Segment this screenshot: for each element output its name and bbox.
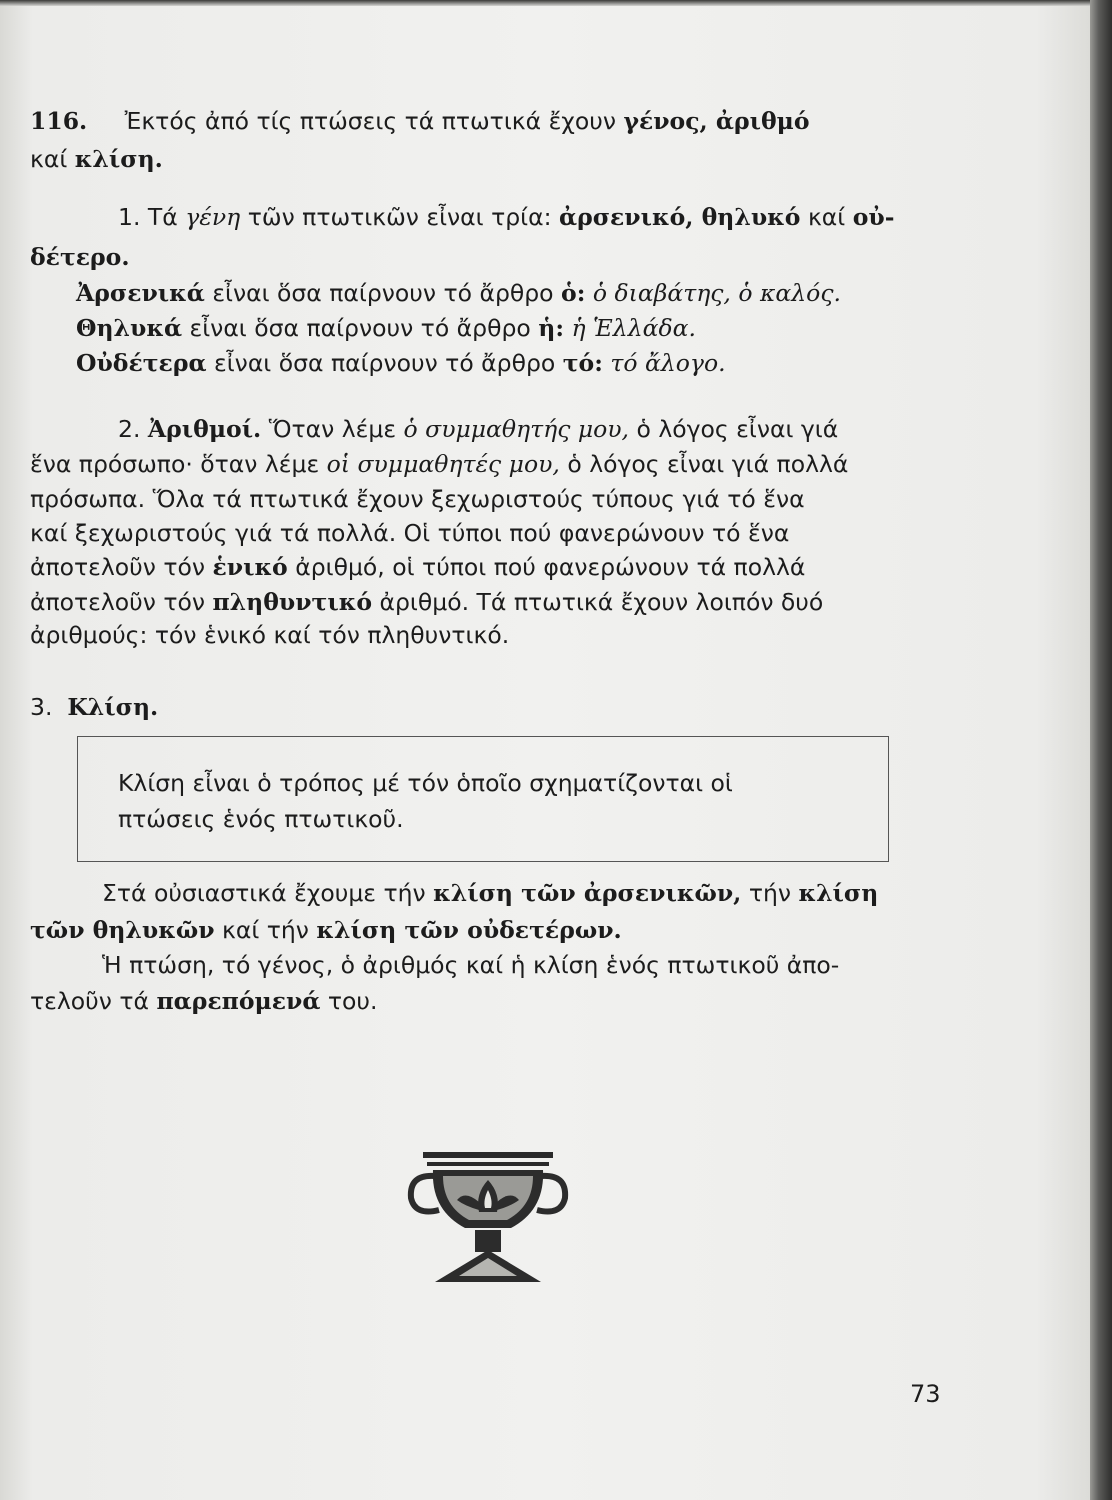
page-number: 73 — [910, 1380, 941, 1408]
definition-line-2: πτώσεις ἑνός πτωτικοῦ. — [118, 805, 404, 833]
attributes-line-1: Ἡ πτώση, τό γένος, ὁ ἀριθμός καί ἡ κλίση ἑνός πτωτικοῦ ἀπο- — [102, 951, 840, 979]
numbers-line-4: καί ξεχωριστούς γιά τά πολλά. Οἱ τύποι πού φανερώνουν τό ἕνα — [30, 519, 790, 547]
numbers-line-1: 2. Ἀριθμοί. Ὅταν λέμε ὁ συμμαθητής μου, ὁ λόγος εἶναι γιά — [118, 415, 839, 443]
paragraph-116-line-2: καί κλίση. — [30, 145, 163, 173]
numbers-line-6: ἀποτελοῦν τόν πληθυντικό ἀριθμό. Τά πτωτικά ἔχουν λοιπόν δυό — [30, 588, 824, 616]
genders-line-1: 1. Τά γένη τῶν πτωτικῶν εἶναι τρία: ἀρσενικό, θηλυκό καί οὐ- — [118, 203, 895, 231]
numbers-line-7: ἀριθμούς: τόν ἑνικό καί τόν πληθυντικό. — [30, 621, 510, 649]
book-spine-shadow — [1090, 0, 1112, 1500]
decorative-vase-icon — [405, 1150, 595, 1290]
section-number: 116. — [30, 107, 88, 135]
paragraph-116-line-1: 116. Ἐκτός ἀπό τίς πτώσεις τά πτωτικά ἔχουν γένος, ἀριθμό — [30, 107, 810, 135]
page-top-edge — [0, 0, 1090, 6]
masculine-line: Ἀρσενικά εἶναι ὅσα παίρνουν τό ἄρθρο ὁ: ὁ διαβάτης, ὁ καλός. — [76, 279, 841, 307]
definition-line-1: Κλίση εἶναι ὁ τρόπος μέ τόν ὁποῖο σχηματίζονται οἱ — [118, 769, 733, 797]
nouns-line-2: τῶν θηλυκῶν καί τήν κλίση τῶν οὐδετέρων. — [30, 916, 622, 944]
numbers-line-2: ἕνα πρόσωπο· ὅταν λέμε οἱ συμμαθητές μου, ὁ λόγος εἶναι γιά πολλά — [30, 450, 849, 478]
klisi-heading: 3. Κλίση. — [30, 693, 159, 721]
nouns-line-1: Στά οὐσιαστικά ἔχουμε τήν κλίση τῶν ἀρσενικῶν, τήν κλίση — [102, 879, 879, 907]
feminine-line: Θηλυκά εἶναι ὅσα παίρνουν τό ἄρθρο ἡ: ἡ Ἑλλάδα. — [76, 314, 696, 342]
numbers-line-5: ἀποτελοῦν τόν ἑνικό ἀριθμό, οἱ τύποι πού φανερώνουν τά πολλά — [30, 553, 806, 581]
numbers-line-3: πρόσωπα. Ὅλα τά πτωτικά ἔχουν ξεχωριστούς τύπους γιά τό ἕνα — [30, 485, 805, 513]
genders-line-2: δέτερο. — [30, 243, 130, 271]
neuter-line: Οὐδέτερα εἶναι ὅσα παίρνουν τό ἄρθρο τό: τό ἄλογο. — [76, 349, 726, 377]
attributes-line-2: τελοῦν τά παρεπόμενά του. — [30, 987, 378, 1015]
